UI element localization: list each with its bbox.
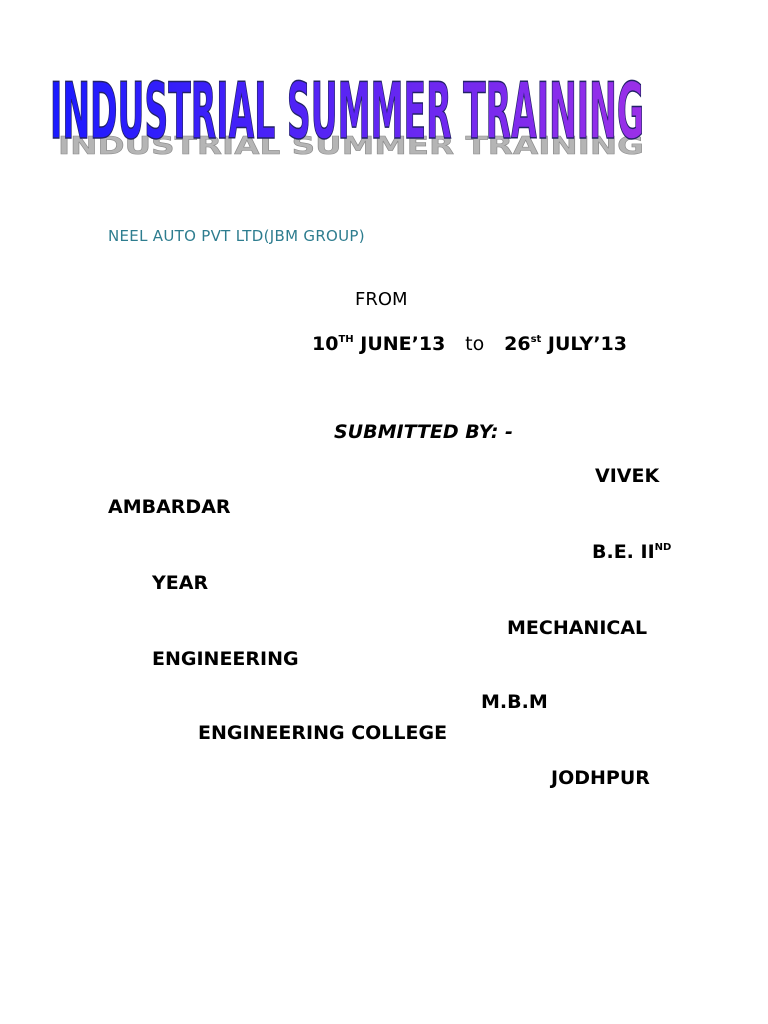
- from-label: FROM: [355, 289, 408, 310]
- college-city: JODHPUR: [551, 767, 650, 789]
- branch-line-2: ENGINEERING: [152, 648, 299, 670]
- end-day: 26: [504, 333, 531, 355]
- submitted-by-heading: SUBMITTED BY: -: [334, 421, 513, 443]
- to-word: to: [465, 333, 485, 355]
- report-title: [40, 58, 700, 168]
- end-month-year: JULY’13: [541, 333, 627, 355]
- company-name: NEEL AUTO PVT LTD(JBM GROUP): [108, 227, 365, 245]
- end-day-suffix: st: [530, 334, 542, 345]
- college-line-1: M.B.M: [481, 691, 548, 713]
- training-dates: [312, 333, 627, 355]
- author-first-name: VIVEK: [595, 465, 660, 487]
- course-degree-text: B.E. II: [592, 541, 655, 563]
- college-line-2: ENGINEERING COLLEGE: [198, 722, 448, 744]
- course-year: YEAR: [152, 572, 209, 594]
- course-degree-suffix: ND: [654, 542, 672, 553]
- author-last-name: AMBARDAR: [108, 496, 231, 518]
- start-month-year: JUNE’13: [353, 333, 446, 355]
- title-shadow-text: INDUSTRIAL SUMMER TRAINING: [58, 130, 644, 161]
- start-day-suffix: TH: [338, 334, 354, 345]
- course-degree: [592, 541, 671, 563]
- branch-line-1: MECHANICAL: [507, 617, 648, 639]
- title-main-text: INDUSTRIAL SUMMER TRAINING: [50, 66, 645, 157]
- wordart-title: [40, 58, 700, 168]
- start-day: 10: [312, 333, 339, 355]
